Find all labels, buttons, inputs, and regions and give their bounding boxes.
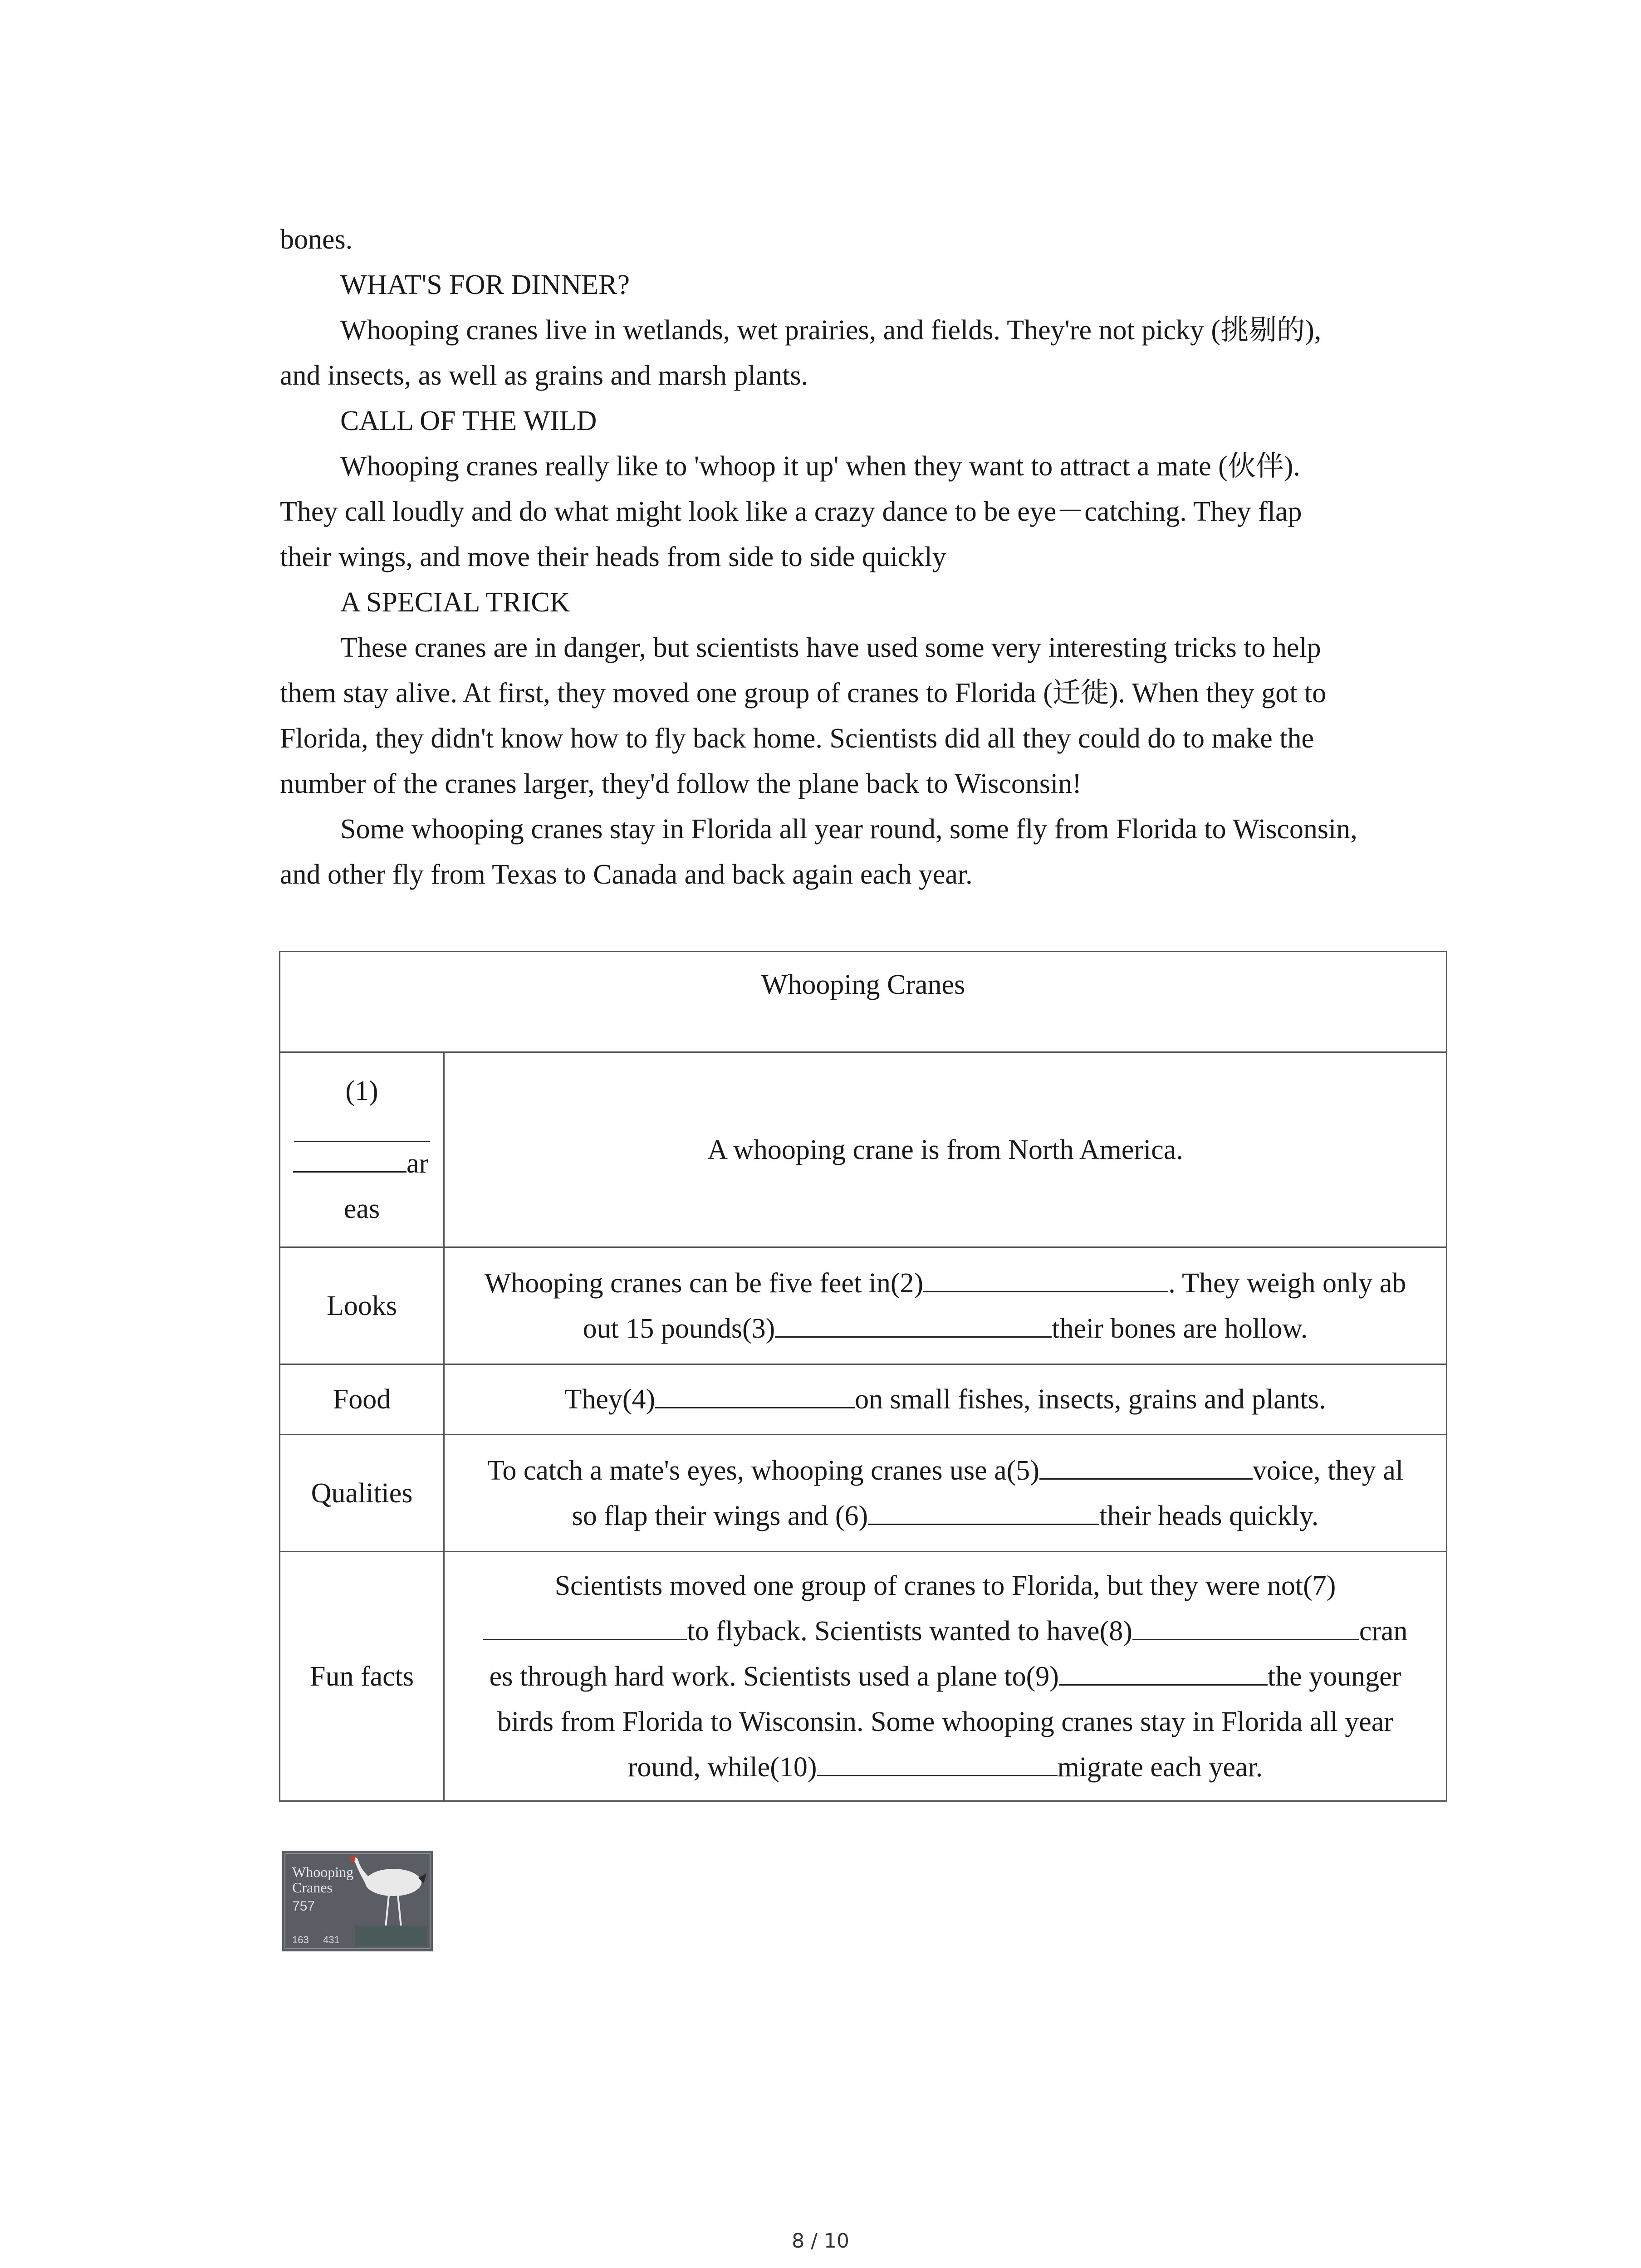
section-heading: A SPECIAL TRICK — [340, 587, 570, 618]
table-row — [280, 1052, 1447, 1247]
row-label-fragment: ar — [407, 1148, 429, 1179]
question-number-1: (1) — [345, 1075, 378, 1106]
answer-blank-2[interactable] — [923, 1264, 1168, 1292]
passage-line: They call loudly and do what might look like a crazy dance to be eye－catching. They flap — [280, 496, 1302, 527]
answer-blank-9[interactable] — [1059, 1657, 1268, 1686]
photo-number: 757 — [292, 1899, 315, 1914]
row-label-areas — [280, 1052, 444, 1247]
answer-blank-10[interactable] — [817, 1748, 1058, 1776]
section-heading: CALL OF THE WILD — [340, 406, 597, 436]
food-content: They(4) on small fishes, insects, grains and plants. — [444, 1364, 1447, 1435]
table-row — [280, 1552, 1447, 1801]
photo-stat-2: 431 — [323, 1934, 340, 1945]
passage-line: and insects, as well as grains and marsh plants. — [280, 360, 808, 391]
table-row — [280, 1247, 1447, 1364]
section-heading: WHAT'S FOR DINNER? — [340, 269, 630, 300]
answer-blank-5[interactable] — [1039, 1451, 1253, 1480]
areas-content: A whooping crane is from North America. — [444, 1052, 1447, 1247]
row-label-looks: Looks — [280, 1247, 444, 1364]
page-number: 8 / 10 — [792, 2229, 849, 2253]
table-row — [280, 1364, 1447, 1435]
photo-title-1: Whooping — [292, 1864, 354, 1880]
fun-facts-content: Scientists moved one group of cranes to Florida, but they were not(7) to flyback. Scientists wanted to have(8) cran es through hard work. Scientists used a plane to(9) the younger birds from Florida to Wisconsin. Some whooping cranes stay in Florida all year round, while(10) migrate each year. — [444, 1552, 1447, 1801]
passage-line: Some whooping cranes stay in Florida all year round, some fly from Florida to Wisconsin, — [340, 814, 1357, 845]
photo-stat-1: 163 — [292, 1934, 309, 1945]
answer-blank-8[interactable] — [1132, 1612, 1359, 1640]
table-row — [280, 1435, 1447, 1552]
crane-badge-graphic — [282, 1851, 433, 1951]
row-label-fun-facts: Fun facts — [280, 1552, 444, 1801]
qualities-content: To catch a mate's eyes, whooping cranes use a(5) voice, they al so flap their wings and (6) their heads quickly. — [444, 1435, 1447, 1552]
answer-blank-1[interactable] — [294, 1114, 430, 1142]
passage-line: bones. — [280, 224, 353, 255]
answer-blank-6[interactable] — [868, 1496, 1099, 1525]
passage-line: their wings, and move their heads from side to side quickly — [280, 542, 946, 572]
passage-line: Florida, they didn't know how to fly back home. Scientists did all they could do to make the — [280, 723, 1314, 754]
row-label-fragment: eas — [343, 1193, 380, 1224]
summary-table — [279, 951, 1447, 1802]
passage-line: them stay alive. At first, they moved one group of cranes to Florida (迁徙). When they got to — [280, 678, 1327, 709]
whooping-crane-photo — [282, 1851, 433, 1951]
passage-line: and other fly from Texas to Canada and back again each year. — [280, 859, 973, 890]
passage-line: Whooping cranes live in wetlands, wet prairies, and fields. They're not picky (挑剔的), — [340, 315, 1322, 346]
table-title-row — [280, 952, 1447, 1052]
row-label-qualities: Qualities — [280, 1435, 444, 1552]
table-title: Whooping Cranes — [280, 952, 1447, 1052]
passage-line: Whooping cranes really like to 'whoop it up' when they want to attract a mate (伙伴). — [340, 451, 1300, 482]
passage-line: number of the cranes larger, they'd follow the plane back to Wisconsin! — [280, 768, 1082, 799]
answer-blank-4[interactable] — [655, 1380, 855, 1408]
photo-title-2: Cranes — [292, 1879, 333, 1896]
looks-content: Whooping cranes can be five feet in(2) . They weigh only ab out 15 pounds(3) their bones are hollow. — [444, 1247, 1447, 1364]
answer-blank-1b[interactable] — [293, 1144, 407, 1173]
answer-blank-3[interactable] — [775, 1309, 1052, 1338]
passage-line: These cranes are in danger, but scientists have used some very interesting tricks to help — [340, 632, 1321, 663]
row-label-food: Food — [280, 1364, 444, 1435]
answer-blank-7[interactable] — [483, 1612, 687, 1640]
